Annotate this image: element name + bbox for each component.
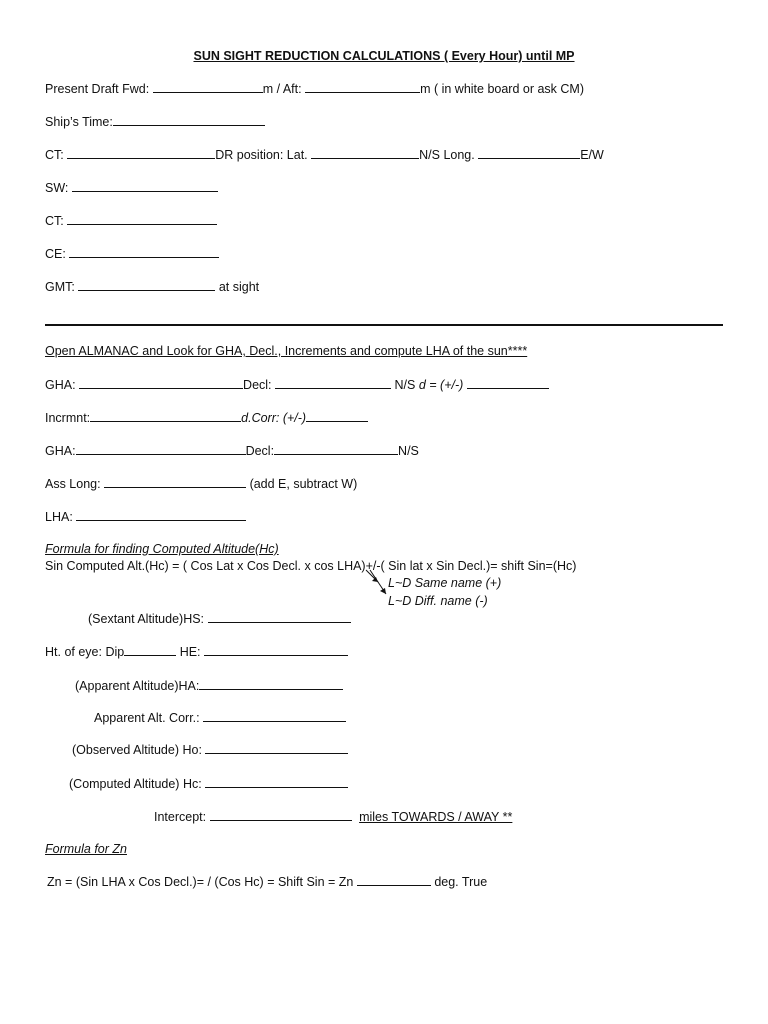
sw-label: SW: [45, 181, 69, 195]
sw-row [45, 179, 218, 196]
gha-decl-row [45, 376, 549, 393]
almanac-heading: Open ALMANAC and Look for GHA, Decl., Increments and compute LHA of the sun**** [45, 344, 528, 358]
same-name-note: L~D Same name (+) [388, 576, 502, 590]
ct2-label: CT: [45, 214, 64, 228]
formula-hc-text: Sin Computed Alt.(Hc) = ( Cos Lat x Cos Decl. x cos LHA)+/-( Sin lat x Sin Decl.)= shift Sin=(Hc) [45, 559, 577, 573]
ships-time-label: Ship’s Time: [45, 115, 113, 129]
ew-label: E/W [580, 148, 604, 162]
ass-long-label: Ass Long: [45, 477, 101, 491]
d-field[interactable] [467, 376, 549, 389]
app-corr-row [94, 709, 346, 726]
hs-field[interactable] [208, 610, 351, 623]
intercept-row [154, 808, 512, 825]
hs-label: (Sextant Altitude)HS: [88, 612, 205, 626]
gha2-field[interactable] [76, 442, 246, 455]
ns-label: N/S [394, 378, 416, 392]
section-divider [45, 324, 723, 326]
ho-field[interactable] [205, 741, 348, 754]
gmt-row [45, 278, 259, 295]
zn-suffix: deg. True [434, 875, 488, 889]
dr-lat-field[interactable] [311, 146, 419, 159]
gmt-suffix: at sight [218, 280, 260, 294]
ce-field[interactable] [69, 245, 219, 258]
draft-row [45, 80, 584, 97]
gha-label: GHA: [45, 378, 76, 392]
gha2-label: GHA: [45, 444, 76, 458]
ships-time-field[interactable] [113, 113, 265, 126]
ct-label: CT: [45, 148, 64, 162]
ass-long-suffix: (add E, subtract W) [249, 477, 358, 491]
lha-row [45, 508, 246, 525]
draft-suffix: m ( in white board or ask CM) [420, 82, 585, 96]
gha2-decl2-row [45, 442, 419, 459]
draft-aft-label: m / Aft: [262, 82, 302, 96]
dr-position-label: DR position: Lat. [215, 148, 308, 162]
ct2-field[interactable] [67, 212, 217, 225]
ct-dr-row [45, 146, 604, 163]
ass-long-field[interactable] [104, 475, 246, 488]
hs-row [88, 610, 351, 627]
app-corr-label: Apparent Alt. Corr.: [94, 711, 200, 725]
sw-field[interactable] [72, 179, 218, 192]
intercept-label: Intercept: [154, 810, 207, 824]
formula-zn-heading: Formula for Zn [45, 842, 127, 856]
hc-row [69, 775, 348, 792]
ns2-label: N/S [398, 444, 419, 458]
ho-label: (Observed Altitude) Ho: [72, 743, 202, 757]
he-label: HE: [179, 645, 201, 659]
dip-field[interactable] [124, 643, 176, 656]
he-field[interactable] [204, 643, 348, 656]
ha-label: (Apparent Altitude)HA: [75, 679, 200, 693]
incrmnt-row [45, 409, 368, 426]
dr-long-field[interactable] [478, 146, 580, 159]
dcorr-field[interactable] [306, 409, 368, 422]
incrmnt-field[interactable] [90, 409, 241, 422]
draft-aft-field[interactable] [305, 80, 420, 93]
decl-field[interactable] [275, 376, 391, 389]
decl-label: Decl: [243, 378, 272, 392]
zn-field[interactable] [357, 873, 431, 886]
diff-name-note: L~D Diff. name (-) [388, 594, 488, 608]
app-corr-field[interactable] [203, 709, 346, 722]
page-title: SUN SIGHT REDUCTION CALCULATIONS ( Every Hour) until MP [193, 49, 575, 63]
ha-row [75, 677, 343, 694]
ships-time-row [45, 113, 265, 130]
lha-field[interactable] [76, 508, 246, 521]
hc-label: (Computed Altitude) Hc: [69, 777, 202, 791]
decl2-field[interactable] [274, 442, 398, 455]
intercept-field[interactable] [210, 808, 352, 821]
gmt-label: GMT: [45, 280, 75, 294]
intercept-suffix: miles TOWARDS / AWAY ** [359, 810, 513, 824]
draft-fwd-field[interactable] [153, 80, 263, 93]
lha-label: LHA: [45, 510, 73, 524]
dip-he-row [45, 643, 348, 660]
dcorr-label: d.Corr: (+/-) [241, 411, 307, 425]
ce-row [45, 245, 219, 262]
ct2-row [45, 212, 217, 229]
formula-zn-text: Zn = (Sin LHA x Cos Decl.)= / (Cos Hc) = Shift Sin = Zn [47, 875, 354, 889]
gha-field[interactable] [79, 376, 243, 389]
hc-field[interactable] [205, 775, 348, 788]
d-label: d = (+/-) [418, 378, 464, 392]
formula-hc-heading: Formula for finding Computed Altitude(Hc) [45, 542, 279, 556]
decl2-label: Decl: [245, 444, 275, 458]
ha-field[interactable] [199, 677, 343, 690]
incrmnt-label: Incrmnt: [45, 411, 91, 425]
ct-field[interactable] [67, 146, 215, 159]
zn-row [47, 873, 487, 890]
ass-long-row [45, 475, 357, 492]
dip-label: Ht. of eye: Dip [45, 645, 125, 659]
gmt-field[interactable] [78, 278, 215, 291]
ce-label: CE: [45, 247, 66, 261]
draft-fwd-label: Present Draft Fwd: [45, 82, 150, 96]
ho-row [72, 741, 348, 758]
ns-long-label: N/S Long. [419, 148, 475, 162]
